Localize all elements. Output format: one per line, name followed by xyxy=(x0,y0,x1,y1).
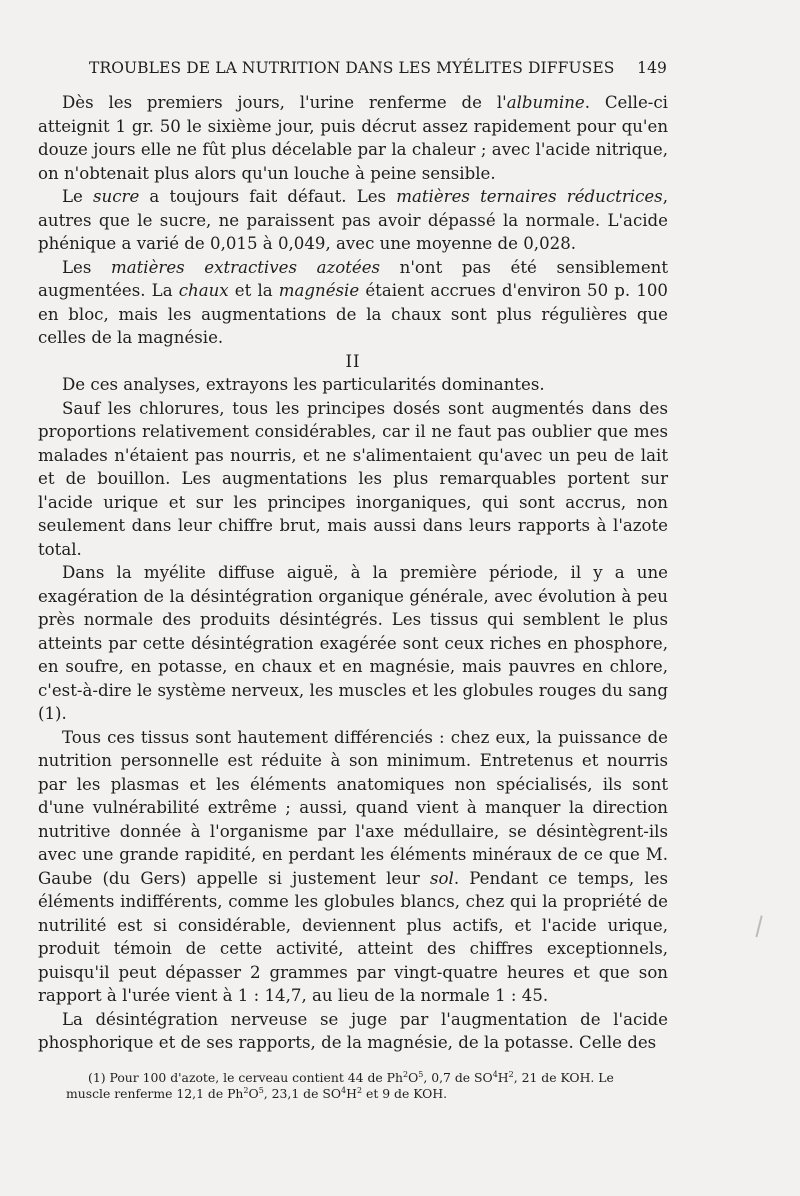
paragraph-matieres-extractives xyxy=(38,256,668,350)
text-run: . Celle-ci atteignit 1 gr. 50 le sixième jour, puis décrut assez rapidement pour qu'en douze jours elle ne fût plus décelable par la chaleur ; avec l'acide nitrique, on n'obtenait plus alors qu'un louche à peine sensible. xyxy=(38,93,668,183)
text-run: , 21 de KOH. Le xyxy=(513,1070,614,1085)
text-run: , autres que le sucre, ne paraissent pas avoir dépassé la normale. L'acide phénique a varié de 0,015 à 0,049, avec une moyenne de 0,028. xyxy=(38,187,668,253)
paragraph-albumine xyxy=(38,91,668,185)
italic-term: chaux xyxy=(178,281,229,300)
footnote-line xyxy=(66,1086,447,1101)
superscript: 2 xyxy=(508,1069,514,1079)
paragraph-myelite: Dans la myélite diffuse aiguë, à la première période, il y a une exagération de la désintégration organique générale, avec évolution à peu près normale des produits désintégrés. Les tissus qui semblent le plus atteints par cette désintégration exagérée sont ceux riches en phosphore, en soufre, en potasse, en chaux et en magnésie, mais pauvres en chlore, c'est-à-dire le système nerveux, les muscles et les globules rouges du sang (1). xyxy=(38,563,668,723)
page-number: 149 xyxy=(637,59,667,77)
running-head xyxy=(89,59,667,77)
paragraph-chlorures: Sauf les chlorures, tous les principes dosés sont augmentés dans des proportions relativement considérables, car il ne faut pas oublier que mes malades n'étaient pas nourris, et ne s'alimentaient qu'avec un peu de lait et de bouillon. Les augmentations les plus remarquables portent sur l'acide urique et sur les principes inorganiques, qui sont accrus, non seulement dans leur chiffre brut, mais aussi dans leurs rapports à l'azote total. xyxy=(38,398,668,559)
paragraph-sucre xyxy=(38,185,668,256)
superscript: 2 xyxy=(402,1069,409,1079)
superscript: 4 xyxy=(341,1085,347,1095)
superscript: 5 xyxy=(258,1085,264,1095)
section-heading: II xyxy=(345,351,361,371)
paragraph-desintegration: La désintégration nerveuse se juge par l'augmentation de l'acide phosphorique et de ses rapports, de la magnésie, de la potasse. Celle des xyxy=(38,1009,668,1052)
superscript: 2 xyxy=(356,1085,363,1095)
text-run: O xyxy=(248,1086,259,1101)
italic-term: magnésie xyxy=(278,281,360,300)
text-run: étaient accrues d'environ 50 p. 100 en bloc, mais les augmentations de la chaux sont plus régulières que celles de la magnésie. xyxy=(38,281,668,347)
superscript: 5 xyxy=(418,1069,424,1079)
body-text xyxy=(38,91,668,1055)
text-run: O xyxy=(408,1070,419,1085)
italic-term: sucre xyxy=(93,187,140,206)
footnote xyxy=(66,1070,668,1102)
text-run: et la xyxy=(228,281,279,300)
text-run: H xyxy=(497,1070,509,1085)
running-head-title: TROUBLES DE LA NUTRITION DANS LES MYÉLITES DIFFUSES xyxy=(89,59,615,77)
italic-term: matières ternaires réductrices xyxy=(396,187,663,206)
text-run: H xyxy=(346,1086,357,1101)
text-run: et 9 de KOH. xyxy=(362,1086,448,1101)
italic-term: matières extractives azotées xyxy=(110,257,381,277)
footnote-line xyxy=(66,1070,668,1086)
paragraph-tissus xyxy=(38,726,668,1008)
text-run: a toujours fait défaut. Les xyxy=(139,187,397,206)
text-run: (1) Pour 100 d'azote, le cerveau contient 44 de Ph xyxy=(88,1070,403,1085)
text-run: . Pendant ce temps, les éléments indifférents, comme les globules blancs, chez qui la propriété de nutrilité est si considérable, deviennent plus actifs, et l'acide urique, produit témoin de cette activité, atteint des chiffres exceptionnels, puisqu'il peut dépasser 2 grammes par vingt-quatre heures et que son rapport à l'urée vient à 1 : 14,7, au lieu de la normale 1 : 45. xyxy=(38,868,668,1005)
text-run: Le xyxy=(62,187,94,206)
text-run: , 23,1 de SO xyxy=(263,1086,342,1101)
text-run: Les xyxy=(62,257,111,277)
italic-term: albumine xyxy=(506,93,585,112)
paragraph-analyses: De ces analyses, extrayons les particularités dominantes. xyxy=(62,375,545,394)
superscript: 2 xyxy=(243,1085,249,1095)
text-run: Tous ces tissus sont hautement différenciés : chez eux, la puissance de nutrition personnelle est réduite à son minimum. Entretenus et nourris par les plasmas et les éléments anatomiques non spécialisés, ils sont d'une vulnérabilité extrême ; aussi, quand vient à manquer la direction nutritive donnée à l'organisme par l'axe médullaire, se désintègrent-ils avec une grande rapidité, en perdant les éléments minéraux de ce que M. Gaube (du Gers) appelle si justement leur xyxy=(38,727,668,888)
text-run: n'ont pas été sensiblement augmentées. La xyxy=(38,257,668,300)
paper-speck xyxy=(755,915,768,938)
superscript: 4 xyxy=(492,1069,498,1079)
text-run: muscle renferme 12,1 de Ph xyxy=(66,1086,244,1101)
italic-term: sol xyxy=(429,868,454,888)
text-run: , 0,7 de SO xyxy=(423,1070,493,1085)
text-run: Dès les premiers jours, l'urine renferme de l' xyxy=(62,93,507,112)
